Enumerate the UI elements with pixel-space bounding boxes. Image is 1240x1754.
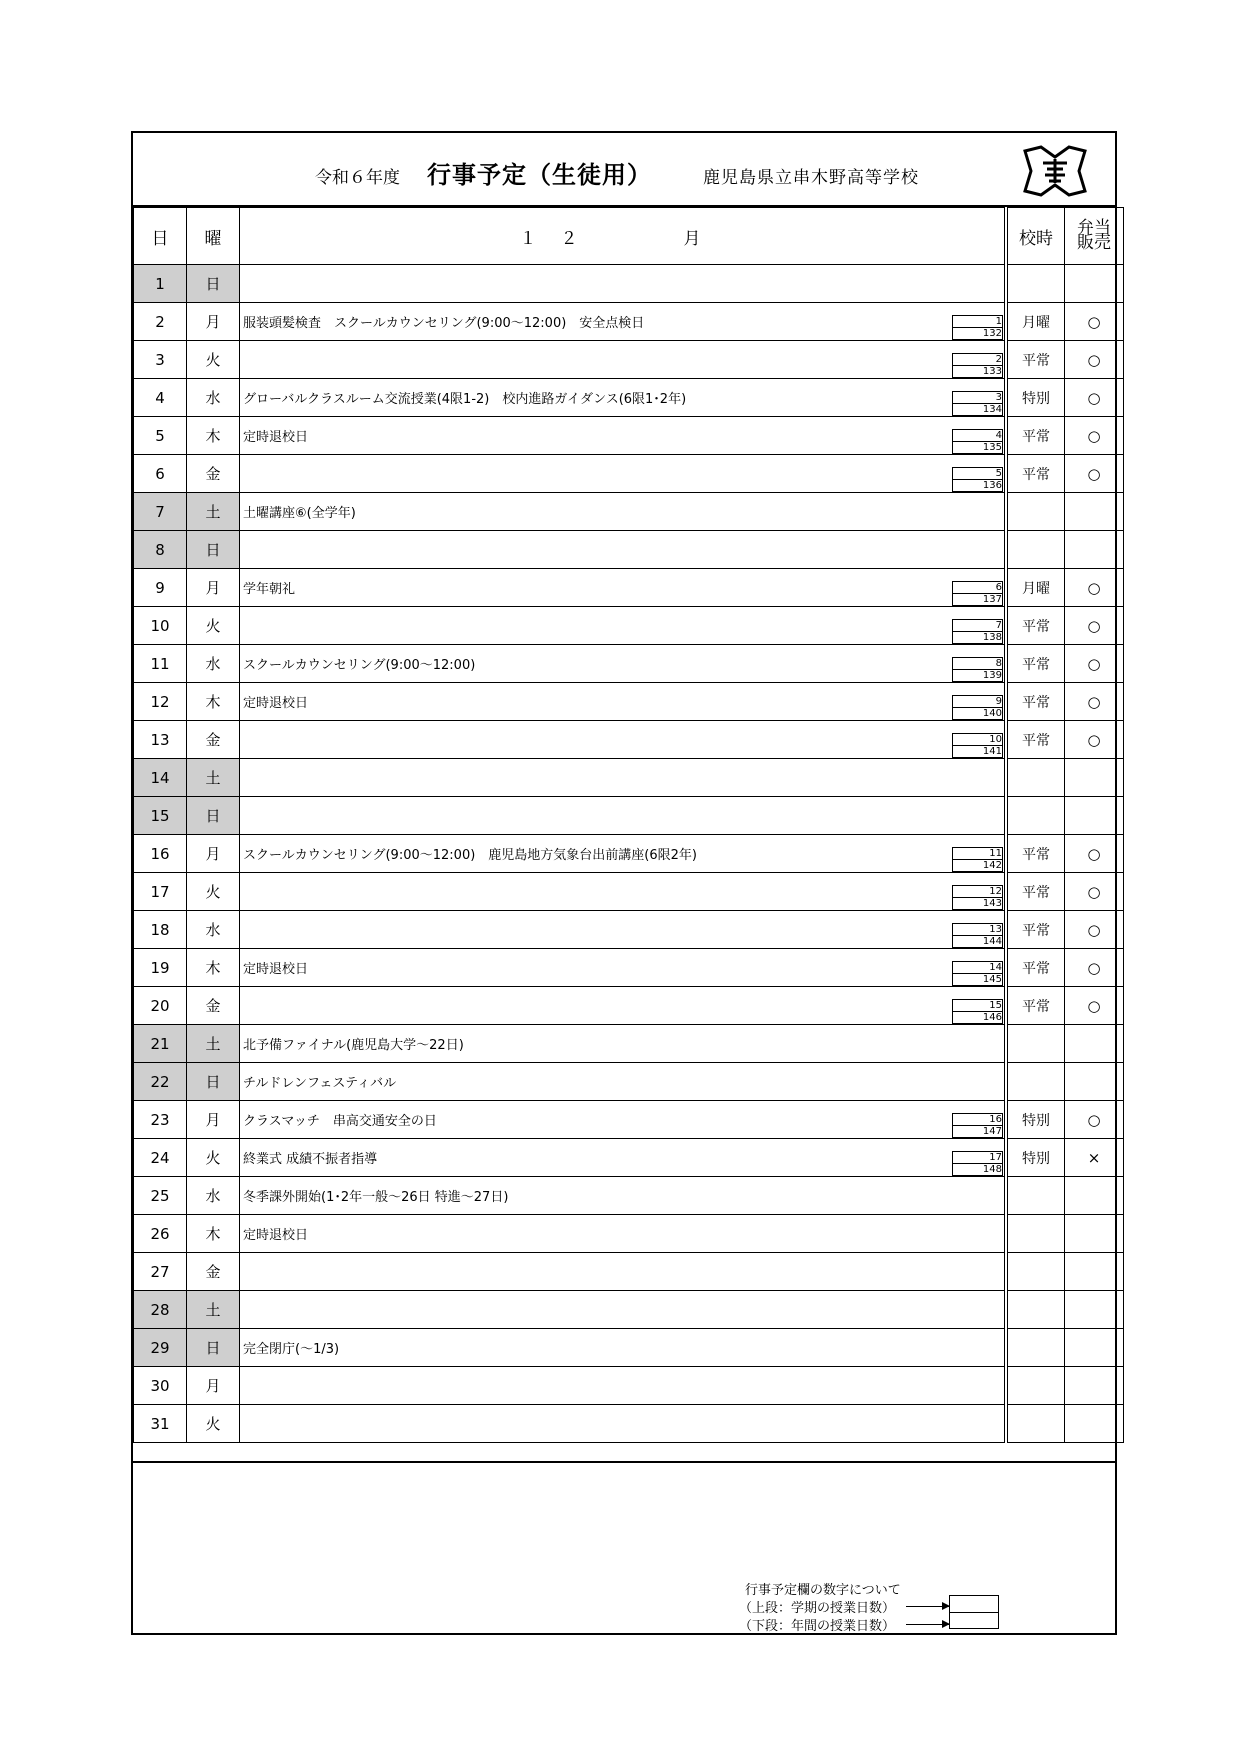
weekday: 水 (187, 1177, 240, 1215)
lesson-day-counter (952, 885, 1002, 909)
weekday: 木 (187, 683, 240, 721)
table-header-row (134, 208, 1124, 265)
bento-sale: ○ (1065, 303, 1124, 341)
table-row (134, 607, 1124, 645)
weekday: 土 (187, 493, 240, 531)
event-text: 定時退校日 (243, 696, 309, 711)
school-hours: 平常 (1006, 873, 1065, 911)
table-row (134, 265, 1124, 303)
legend-year-days: （下段：年間の授業日数） (739, 1619, 896, 1634)
table-row (134, 417, 1124, 455)
bento-sale (1065, 1405, 1124, 1443)
school-hours (1006, 1063, 1065, 1101)
table-row (134, 1177, 1124, 1215)
lesson-day-counter (952, 923, 1002, 947)
table-row (134, 873, 1124, 911)
weekday: 金 (187, 987, 240, 1025)
lesson-day-counter (952, 619, 1002, 643)
event-cell (240, 683, 1007, 721)
event-cell (240, 1101, 1007, 1139)
event-cell (240, 607, 1007, 645)
table-row (134, 1101, 1124, 1139)
bento-sale: ○ (1065, 835, 1124, 873)
weekday: 火 (187, 873, 240, 911)
table-row (134, 949, 1124, 987)
weekday: 土 (187, 759, 240, 797)
lesson-day-counter (952, 467, 1002, 491)
event-text: 定時退校日 (243, 962, 309, 977)
event-cell (240, 835, 1007, 873)
weekday: 月 (187, 303, 240, 341)
year-lesson-days: 146 (952, 1011, 1003, 1024)
event-cell (240, 303, 1007, 341)
table-row (134, 1139, 1124, 1177)
weekday: 土 (187, 1291, 240, 1329)
school-hours (1006, 1025, 1065, 1063)
event-cell (240, 1405, 1007, 1443)
bento-sale (1065, 759, 1124, 797)
col-school-hours: 校時 (1006, 208, 1065, 265)
lesson-day-counter (952, 847, 1002, 871)
event-text: 土曜講座⑥(全学年) (243, 506, 356, 521)
school-hours: 特別 (1006, 1139, 1065, 1177)
lesson-day-counter (952, 391, 1002, 415)
event-cell (240, 1367, 1007, 1405)
year-lesson-days: 135 (952, 441, 1003, 454)
legend-term-days: （上段：学期の授業日数） (739, 1601, 896, 1616)
table-row (134, 683, 1124, 721)
day-number: 21 (134, 1025, 187, 1063)
bento-sale: ○ (1065, 873, 1124, 911)
weekday: 日 (187, 797, 240, 835)
day-number: 20 (134, 987, 187, 1025)
term-lesson-days: 14 (952, 961, 1003, 973)
event-cell (240, 1215, 1007, 1253)
day-number: 18 (134, 911, 187, 949)
event-cell (240, 949, 1007, 987)
table-row (134, 455, 1124, 493)
lesson-day-counter (952, 999, 1002, 1023)
weekday: 日 (187, 1063, 240, 1101)
event-text: スクールカウンセリング(9:00～12:00) 鹿児島地方気象台出前講座(6限2年) (243, 848, 697, 863)
day-number: 13 (134, 721, 187, 759)
event-text: スクールカウンセリング(9:00～12:00) (243, 658, 476, 673)
event-cell (240, 341, 1007, 379)
weekday: 火 (187, 341, 240, 379)
bento-sale: ○ (1065, 455, 1124, 493)
day-number: 28 (134, 1291, 187, 1329)
event-text: クラスマッチ 串高交通安全の日 (243, 1114, 437, 1129)
weekday: 金 (187, 455, 240, 493)
school-hours: 月曜 (1006, 303, 1065, 341)
table-row (134, 1367, 1124, 1405)
year-lesson-days: 139 (952, 669, 1003, 682)
bento-sale: ○ (1065, 1101, 1124, 1139)
table-row (134, 759, 1124, 797)
day-number: 1 (134, 265, 187, 303)
term-lesson-days: 5 (952, 467, 1003, 479)
bento-sale: × (1065, 1139, 1124, 1177)
day-number: 4 (134, 379, 187, 417)
weekday: 木 (187, 949, 240, 987)
day-number: 14 (134, 759, 187, 797)
school-hours: 平常 (1006, 455, 1065, 493)
day-number: 25 (134, 1177, 187, 1215)
day-number: 19 (134, 949, 187, 987)
weekday: 土 (187, 1025, 240, 1063)
bento-sale: ○ (1065, 683, 1124, 721)
day-number: 31 (134, 1405, 187, 1443)
event-text: 学年朝礼 (243, 582, 296, 597)
day-number: 9 (134, 569, 187, 607)
weekday: 火 (187, 1405, 240, 1443)
event-text: チルドレンフェスティバル (243, 1076, 397, 1091)
bento-sale: ○ (1065, 417, 1124, 455)
event-cell (240, 1329, 1007, 1367)
school-hours (1006, 759, 1065, 797)
school-hours: 月曜 (1006, 569, 1065, 607)
col-month: １２ 月 (240, 208, 1007, 265)
schedule-table (133, 207, 1124, 1443)
year-lesson-days: 141 (952, 745, 1003, 758)
event-text: 定時退校日 (243, 430, 309, 445)
weekday: 月 (187, 1101, 240, 1139)
event-cell (240, 645, 1007, 683)
lesson-day-counter (952, 429, 1002, 453)
bento-sale: ○ (1065, 721, 1124, 759)
weekday: 水 (187, 379, 240, 417)
weekday: 日 (187, 265, 240, 303)
bento-sale (1065, 797, 1124, 835)
term-lesson-days: 3 (952, 391, 1003, 403)
table-row (134, 379, 1124, 417)
school-crest-icon (1023, 145, 1087, 197)
event-cell (240, 1291, 1007, 1329)
school-hours: 平常 (1006, 645, 1065, 683)
term-lesson-days: 15 (952, 999, 1003, 1011)
day-number: 27 (134, 1253, 187, 1291)
weekday: 木 (187, 1215, 240, 1253)
year-lesson-days: 144 (952, 935, 1003, 948)
event-cell (240, 911, 1007, 949)
event-cell (240, 797, 1007, 835)
event-text: 完全閉庁(～1/3) (243, 1342, 340, 1357)
event-cell (240, 987, 1007, 1025)
day-number: 10 (134, 607, 187, 645)
lesson-day-counter (952, 1113, 1002, 1137)
bento-sale (1065, 1253, 1124, 1291)
day-number: 23 (134, 1101, 187, 1139)
bento-sale: ○ (1065, 341, 1124, 379)
event-cell (240, 265, 1007, 303)
event-text: 終業式 成績不振者指導 (243, 1152, 378, 1167)
school-hours: 平常 (1006, 341, 1065, 379)
event-cell (240, 379, 1007, 417)
event-cell (240, 455, 1007, 493)
term-lesson-days: 9 (952, 695, 1003, 707)
table-row (134, 493, 1124, 531)
weekday: 月 (187, 1367, 240, 1405)
school-hours: 平常 (1006, 911, 1065, 949)
table-row (134, 1253, 1124, 1291)
year-lesson-days: 134 (952, 403, 1003, 416)
event-cell (240, 569, 1007, 607)
event-cell (240, 1063, 1007, 1101)
day-number: 26 (134, 1215, 187, 1253)
school-hours: 平常 (1006, 835, 1065, 873)
year-lesson-days: 133 (952, 365, 1003, 378)
weekday: 水 (187, 911, 240, 949)
term-lesson-days: 10 (952, 733, 1003, 745)
event-cell (240, 531, 1007, 569)
weekday: 水 (187, 645, 240, 683)
weekday: 火 (187, 607, 240, 645)
bento-sale (1065, 493, 1124, 531)
year-lesson-days: 140 (952, 707, 1003, 720)
school-hours: 平常 (1006, 683, 1065, 721)
bento-sale: ○ (1065, 607, 1124, 645)
day-number: 17 (134, 873, 187, 911)
arrow-right-icon (906, 1624, 949, 1625)
col-weekday: 曜 (187, 208, 240, 265)
year-lesson-days: 136 (952, 479, 1003, 492)
lesson-day-counter (952, 315, 1002, 339)
day-number: 24 (134, 1139, 187, 1177)
table-row (134, 569, 1124, 607)
lesson-day-counter (952, 1151, 1002, 1175)
day-number: 6 (134, 455, 187, 493)
notes-area (133, 1461, 1115, 1633)
day-number: 12 (134, 683, 187, 721)
lesson-day-counter (952, 353, 1002, 377)
col-bento-line1: 弁当 (1077, 218, 1111, 238)
school-hours (1006, 1177, 1065, 1215)
weekday: 日 (187, 531, 240, 569)
school-hours: 平常 (1006, 987, 1065, 1025)
event-text: グローバルクラスルーム交流授業(4限1-2) 校内進路ガイダンス(6限1･2年) (243, 392, 687, 407)
arrow-right-icon (906, 1606, 949, 1607)
weekday: 木 (187, 417, 240, 455)
school-hours: 平常 (1006, 607, 1065, 645)
day-number: 30 (134, 1367, 187, 1405)
school-hours (1006, 531, 1065, 569)
term-lesson-days: 12 (952, 885, 1003, 897)
event-cell (240, 417, 1007, 455)
bento-sale: ○ (1065, 949, 1124, 987)
page-title: 行事予定（生徒用） (427, 161, 652, 189)
term-lesson-days: 8 (952, 657, 1003, 669)
bento-sale: ○ (1065, 987, 1124, 1025)
table-row (134, 835, 1124, 873)
school-hours (1006, 1253, 1065, 1291)
term-lesson-days: 13 (952, 923, 1003, 935)
event-cell (240, 759, 1007, 797)
weekday: 金 (187, 1253, 240, 1291)
term-lesson-days: 7 (952, 619, 1003, 631)
weekday: 月 (187, 569, 240, 607)
school-hours (1006, 493, 1065, 531)
day-number: 29 (134, 1329, 187, 1367)
table-row (134, 1329, 1124, 1367)
event-cell (240, 1253, 1007, 1291)
school-hours: 特別 (1006, 379, 1065, 417)
day-number: 22 (134, 1063, 187, 1101)
bento-sale: ○ (1065, 379, 1124, 417)
school-hours: 平常 (1006, 417, 1065, 455)
school-hours: 平常 (1006, 949, 1065, 987)
day-number: 11 (134, 645, 187, 683)
year-lesson-days: 138 (952, 631, 1003, 644)
school-name: 鹿児島県立串木野高等学校 (703, 168, 919, 188)
bento-sale (1065, 1177, 1124, 1215)
lesson-day-counter (952, 695, 1002, 719)
table-row (134, 303, 1124, 341)
table-row (134, 911, 1124, 949)
col-bento-line2: 販売 (1077, 233, 1111, 253)
day-number: 3 (134, 341, 187, 379)
table-row (134, 645, 1124, 683)
weekday: 日 (187, 1329, 240, 1367)
event-cell (240, 873, 1007, 911)
weekday: 火 (187, 1139, 240, 1177)
term-lesson-days: 1 (952, 315, 1003, 327)
year-lesson-days: 137 (952, 593, 1003, 606)
day-number: 5 (134, 417, 187, 455)
school-hours (1006, 1367, 1065, 1405)
term-lesson-days: 6 (952, 581, 1003, 593)
day-number: 8 (134, 531, 187, 569)
term-lesson-days: 16 (952, 1113, 1003, 1125)
lesson-day-counter (952, 581, 1002, 605)
school-hours (1006, 1405, 1065, 1443)
table-row (134, 1215, 1124, 1253)
day-number: 7 (134, 493, 187, 531)
school-hours: 特別 (1006, 1101, 1065, 1139)
school-hours (1006, 265, 1065, 303)
col-bento (1065, 208, 1124, 265)
legend-title: 行事予定欄の数字について (745, 1583, 901, 1598)
weekday: 月 (187, 835, 240, 873)
year-lesson-days: 147 (952, 1125, 1003, 1138)
day-number: 2 (134, 303, 187, 341)
table-row (134, 1291, 1124, 1329)
event-cell (240, 493, 1007, 531)
event-text: 北予備ファイナル(鹿児島大学～22日) (243, 1038, 464, 1053)
table-row (134, 341, 1124, 379)
school-hours: 平常 (1006, 721, 1065, 759)
table-row (134, 797, 1124, 835)
school-hours (1006, 1291, 1065, 1329)
year-lesson-days: 143 (952, 897, 1003, 910)
table-row (134, 1025, 1124, 1063)
event-text: 服装頭髪検査 スクールカウンセリング(9:00～12:00) 安全点検日 (243, 316, 645, 331)
table-row (134, 1063, 1124, 1101)
day-number: 16 (134, 835, 187, 873)
bento-sale (1065, 1215, 1124, 1253)
bento-sale (1065, 1329, 1124, 1367)
term-lesson-days: 11 (952, 847, 1003, 859)
school-hours (1006, 1329, 1065, 1367)
table-row (134, 987, 1124, 1025)
school-hours (1006, 797, 1065, 835)
table-row (134, 1405, 1124, 1443)
title-bar (133, 133, 1115, 207)
bento-sale (1065, 1291, 1124, 1329)
term-lesson-days: 4 (952, 429, 1003, 441)
term-lesson-days: 17 (952, 1151, 1003, 1163)
bento-sale (1065, 1025, 1124, 1063)
year-lesson-days: 132 (952, 327, 1003, 340)
bento-sale (1065, 265, 1124, 303)
table-row (134, 531, 1124, 569)
event-cell (240, 721, 1007, 759)
lesson-day-counter (952, 961, 1002, 985)
bento-sale: ○ (1065, 569, 1124, 607)
year-lesson-days: 145 (952, 973, 1003, 986)
fiscal-year: 令和６年度 (315, 168, 400, 188)
event-cell (240, 1139, 1007, 1177)
event-text: 定時退校日 (243, 1228, 309, 1243)
lesson-day-counter (952, 733, 1002, 757)
table-row (134, 721, 1124, 759)
weekday: 金 (187, 721, 240, 759)
bento-sale (1065, 1367, 1124, 1405)
school-hours (1006, 1215, 1065, 1253)
year-lesson-days: 142 (952, 859, 1003, 872)
year-lesson-days: 148 (952, 1163, 1003, 1176)
bento-sale (1065, 531, 1124, 569)
bento-sale: ○ (1065, 911, 1124, 949)
event-cell (240, 1025, 1007, 1063)
schedule-sheet (131, 131, 1117, 1635)
lesson-day-counter (952, 657, 1002, 681)
bento-sale: ○ (1065, 645, 1124, 683)
event-text: 冬季課外開始(1･2年一般～26日 特進～27日) (243, 1190, 509, 1205)
col-day: 日 (134, 208, 187, 265)
day-number: 15 (134, 797, 187, 835)
term-lesson-days: 2 (952, 353, 1003, 365)
event-cell (240, 1177, 1007, 1215)
bento-sale (1065, 1063, 1124, 1101)
legend-count-box (949, 1595, 999, 1629)
